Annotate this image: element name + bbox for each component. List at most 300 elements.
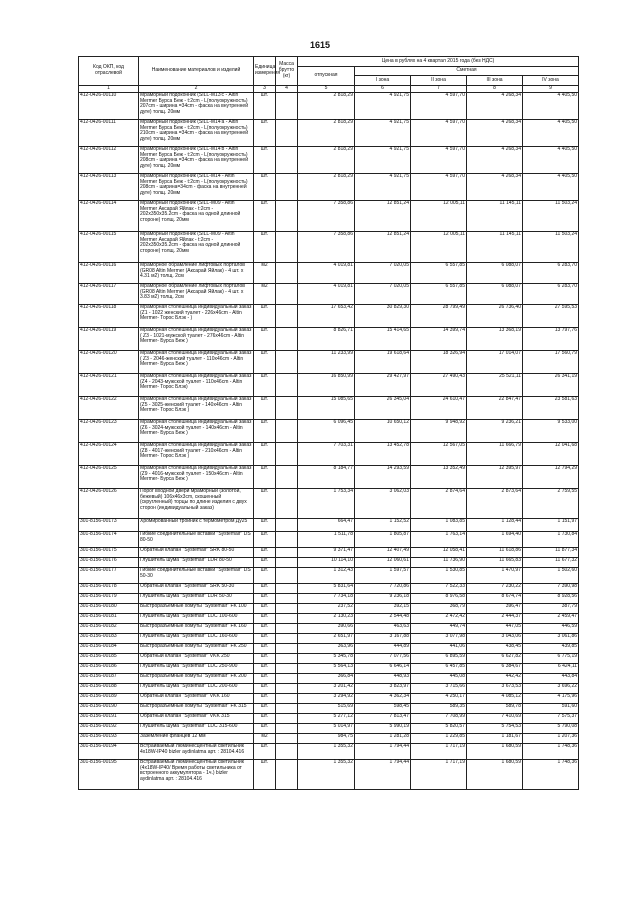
row-zone-1-price: 2 544,48	[355, 613, 411, 623]
row-name: Обратный клапан "Systemair" SRK 50-30	[139, 583, 254, 593]
row-unit: м2	[254, 262, 276, 283]
row-zone-4-price: 3 061,86	[523, 633, 579, 643]
row-unit: шт.	[254, 488, 276, 518]
row-release-price: 2 818,29	[298, 92, 355, 119]
row-zone-4-price: 1 502,60	[523, 567, 579, 583]
row-unit: м2	[254, 283, 276, 304]
row-zone-3-price: 396,47	[467, 603, 523, 613]
row-zone-4-price: 4 405,50	[523, 146, 579, 173]
row-zone-3-price: 438,45	[467, 643, 523, 653]
row-name: Обратный клапан "Systemair" VKK 250	[139, 653, 254, 663]
column-number: 1	[79, 86, 139, 93]
row-zone-3-price: 1 680,59	[467, 759, 523, 789]
row-zone-4-price: 439,85	[523, 643, 579, 653]
row-zone-2-price: 24 610,47	[411, 396, 467, 419]
table-row	[79, 663, 579, 673]
row-unit: шт.	[254, 713, 276, 723]
row-zone-1-price: 15 414,65	[355, 327, 411, 350]
row-zone-3-price: 1 680,59	[467, 743, 523, 759]
row-zone-2-price: 1 717,19	[411, 759, 467, 789]
row-zone-1-price: 7 020,05	[355, 283, 411, 304]
row-release-price: 1 753,34	[298, 488, 355, 518]
row-name: Мраморная столешница индивидуальный заказ (Z1 - 1022 женский туалет - 226x46cm - Altin Mermer- Торос Блэк - )	[139, 304, 254, 327]
row-zone-1-price: 3 823,97	[355, 683, 411, 693]
row-release-price: 16 850,99	[298, 373, 355, 396]
row-code: 412-0426-00118	[79, 304, 139, 327]
row-zone-4-price: 7 575,37	[523, 713, 579, 723]
row-mass	[276, 633, 298, 643]
table-body	[79, 92, 579, 789]
row-zone-3-price: 7 410,69	[467, 713, 523, 723]
row-name: Глушитель шума "Systemair" LDR 50-30	[139, 593, 254, 603]
table-row	[79, 465, 579, 488]
row-unit: шт.	[254, 673, 276, 683]
row-zone-3-price: 4 268,34	[467, 92, 523, 119]
row-unit: шт.	[254, 603, 276, 613]
row-mass	[276, 173, 298, 200]
row-zone-1-price: 10 650,12	[355, 419, 411, 442]
row-zone-3-price: 4 268,34	[467, 173, 523, 200]
row-zone-1-price: 1 805,87	[355, 531, 411, 547]
row-zone-4-price: 4 405,50	[523, 173, 579, 200]
row-zone-2-price: 12 567,05	[411, 442, 467, 465]
row-zone-1-price: 12 060,61	[355, 557, 411, 567]
row-zone-1-price: 7 077,56	[355, 653, 411, 663]
row-zone-1-price: 5 990,19	[355, 723, 411, 733]
row-name: Мраморное обрамление лифтовых порталов (GR08 Altin Mermer (Аксарай Яйлак) - 4 шт. x 3.83 м2) толщ. 2см	[139, 283, 254, 304]
row-name: Глушитель шума "Systemair" LDC 250-900	[139, 663, 254, 673]
row-name: Порог входной двери мраморный (золотой, бежевый) 106x46x3cm, скошенный (скругленный) торцы по длине изделия с двух сторон (индивидуальный заказ)	[139, 488, 254, 518]
row-code: 412-0426-00121	[79, 373, 139, 396]
row-zone-4-price: 23 581,63	[523, 396, 579, 419]
row-release-price: 5 831,64	[298, 583, 355, 593]
column-number: 8	[467, 86, 523, 93]
row-zone-4-price: 3 696,22	[523, 683, 579, 693]
header-mass: Масса брутто (кг)	[276, 57, 298, 86]
row-zone-3-price: 12 395,97	[467, 465, 523, 488]
row-zone-3-price: 9 236,21	[467, 419, 523, 442]
row-zone-2-price: 445,08	[411, 673, 467, 683]
row-name: Мраморный подоконник (SILL-M13'с - Altin Mermer Бурса Беж - t:2cm - L(полуокружность) 207cm - ширина =34cm - фаска на внутренней дуге) толщ. 20мм	[139, 92, 254, 119]
row-zone-2-price: 18 326,94	[411, 350, 467, 373]
row-name: Быстроразъемные хомуты "Systemair" FK 250	[139, 643, 254, 653]
row-mass	[276, 673, 298, 683]
table-row	[79, 583, 579, 593]
row-mass	[276, 703, 298, 713]
row-unit: шт.	[254, 304, 276, 327]
table-row	[79, 759, 579, 789]
row-zone-2-price: 6 557,85	[411, 283, 467, 304]
page-number: 1615	[309, 40, 331, 50]
row-unit: шт.	[254, 743, 276, 759]
row-code: 301-8156-00189	[79, 693, 139, 703]
table-row	[79, 723, 579, 733]
row-unit: шт.	[254, 583, 276, 593]
row-code: 301-8156-00176	[79, 557, 139, 567]
row-code: 301-8156-00181	[79, 613, 139, 623]
table-row	[79, 396, 579, 419]
row-name: Заземление фланцев 12 мм	[139, 733, 254, 743]
row-zone-3-price: 11 145,11	[467, 200, 523, 231]
row-mass	[276, 283, 298, 304]
table-row	[79, 603, 579, 613]
row-name: Глушитель шума "Systemair" LDR 80-50	[139, 557, 254, 567]
row-name: Обратный клапан "Systemair" VKK 160	[139, 693, 254, 703]
row-zone-4-price: 27 595,53	[523, 304, 579, 327]
row-zone-1-price: 9 236,18	[355, 593, 411, 603]
row-code: 412-0426-00115	[79, 231, 139, 262]
row-unit: шт.	[254, 531, 276, 547]
row-mass	[276, 759, 298, 789]
row-unit: шт.	[254, 723, 276, 733]
row-zone-3-price: 6 088,07	[467, 262, 523, 283]
table-row	[79, 567, 579, 583]
table-row	[79, 173, 579, 200]
row-release-price: 664,47	[298, 518, 355, 531]
row-release-price: 7 703,31	[298, 442, 355, 465]
row-unit: шт.	[254, 703, 276, 713]
row-release-price: 5 564,13	[298, 663, 355, 673]
table-row	[79, 673, 579, 683]
row-mass	[276, 262, 298, 283]
row-mass	[276, 557, 298, 567]
table-row	[79, 119, 579, 146]
row-zone-3-price: 6 088,07	[467, 283, 523, 304]
row-release-price: 2 818,29	[298, 173, 355, 200]
row-zone-1-price: 3 167,88	[355, 633, 411, 643]
row-name: Обратный клапан "Systemair" SRK 80-50	[139, 547, 254, 557]
row-zone-3-price: 1 128,44	[467, 518, 523, 531]
row-mass	[276, 465, 298, 488]
table-row	[79, 713, 579, 723]
row-zone-4-price: 1 151,97	[523, 518, 579, 531]
row-code: 301-8156-00187	[79, 673, 139, 683]
row-release-price: 7 734,18	[298, 593, 355, 603]
row-release-price: 3 294,92	[298, 693, 355, 703]
row-zone-4-price: 11 677,32	[523, 557, 579, 567]
row-zone-2-price: 28 799,49	[411, 304, 467, 327]
table-row	[79, 633, 579, 643]
header-zone-1: I зона	[355, 76, 411, 86]
row-zone-1-price: 4 921,75	[355, 119, 411, 146]
row-code: 412-0426-00123	[79, 419, 139, 442]
row-zone-1-price: 1 794,44	[355, 743, 411, 759]
row-zone-3-price: 5 754,53	[467, 723, 523, 733]
row-zone-1-price: 12 851,24	[355, 200, 411, 231]
row-unit: шт.	[254, 396, 276, 419]
row-unit: шт.	[254, 653, 276, 663]
header-zone-4: IV зона	[523, 76, 579, 86]
row-release-price: 5 014,97	[298, 723, 355, 733]
header-name: Наименование материалов и изделий	[139, 57, 254, 86]
row-unit: шт.	[254, 442, 276, 465]
row-code: 412-0426-00122	[79, 396, 139, 419]
row-code: 301-8156-00193	[79, 733, 139, 743]
row-mass	[276, 733, 298, 743]
row-release-price: 8 826,71	[298, 327, 355, 350]
table-row	[79, 231, 579, 262]
row-zone-4-price: 4 405,50	[523, 92, 579, 119]
table-row	[79, 743, 579, 759]
row-zone-3-price: 1 694,40	[467, 531, 523, 547]
row-mass	[276, 200, 298, 231]
row-release-price: 1 312,43	[298, 567, 355, 583]
row-zone-2-price: 12 005,11	[411, 200, 467, 231]
row-code: 412-0426-00110	[79, 92, 139, 119]
header-estimate: Сметная	[355, 67, 579, 76]
row-zone-2-price: 27 490,43	[411, 373, 467, 396]
row-zone-2-price: 8 976,58	[411, 593, 467, 603]
row-zone-2-price: 9 948,92	[411, 419, 467, 442]
row-zone-4-price: 446,59	[523, 623, 579, 633]
row-zone-4-price: 11 877,34	[523, 547, 579, 557]
row-unit: шт.	[254, 350, 276, 373]
row-code: 412-0426-00124	[79, 442, 139, 465]
row-zone-1-price: 7 813,47	[355, 713, 411, 723]
header-zone-2: II зона	[411, 76, 467, 86]
row-mass	[276, 488, 298, 518]
row-zone-1-price: 4 921,75	[355, 146, 411, 173]
row-name: Обратный клапан "Systemair" VKK 315	[139, 713, 254, 723]
row-release-price: 515,69	[298, 703, 355, 713]
row-zone-4-price: 4 175,96	[523, 693, 579, 703]
row-unit: шт.	[254, 465, 276, 488]
table-row	[79, 623, 579, 633]
row-name: Мраморный подоконник (SILL-M14 - Altin Mermer Бурса Беж - t:2cm - L(полуокружность) 208cm - ширина=34cm - фаска на внутренней дуге) толщ. 20мм	[139, 173, 254, 200]
row-code: 301-8156-00174	[79, 531, 139, 547]
row-code: 412-0426-00120	[79, 350, 139, 373]
row-code: 301-8156-00184	[79, 643, 139, 653]
row-code: 412-0426-00117	[79, 283, 139, 304]
row-zone-2-price: 6 895,59	[411, 653, 467, 663]
row-mass	[276, 643, 298, 653]
row-release-price: 237,52	[298, 603, 355, 613]
row-zone-2-price: 6 557,85	[411, 262, 467, 283]
row-code: 412-0426-00111	[79, 119, 139, 146]
row-release-price: 363,96	[298, 643, 355, 653]
row-zone-3-price: 589,78	[467, 703, 523, 713]
row-name: Встраиваемый люминесцентный светильник 4x18W-IP40 bizler aydinlatma арт. : 28104.416	[139, 743, 254, 759]
row-zone-2-price: 4 597,70	[411, 119, 467, 146]
row-zone-1-price: 30 829,30	[355, 304, 411, 327]
row-zone-3-price: 447,05	[467, 623, 523, 633]
row-name: Мраморная столешница индивидуальный заказ ( Z3 - 1021-мужской туалет - 276x46cm - Altin Mermer- Бурса Беж )	[139, 327, 254, 350]
row-zone-3-price: 6 627,82	[467, 653, 523, 663]
row-code: 412-0426-00125	[79, 465, 139, 488]
row-zone-4-price: 591,60	[523, 703, 579, 713]
row-mass	[276, 613, 298, 623]
row-zone-2-price: 589,35	[411, 703, 467, 713]
row-zone-1-price: 14 293,59	[355, 465, 411, 488]
row-zone-1-price: 19 618,64	[355, 350, 411, 373]
row-code: 301-8156-00191	[79, 713, 139, 723]
row-zone-4-price: 6 283,70	[523, 262, 579, 283]
row-zone-3-price: 2 444,37	[467, 613, 523, 623]
row-zone-3-price: 25 521,11	[467, 373, 523, 396]
row-mass	[276, 350, 298, 373]
row-code: 301-8156-00179	[79, 593, 139, 603]
row-code: 301-8156-00194	[79, 743, 139, 759]
row-name: Глушитель шума "Systemair" LDC 200-600	[139, 683, 254, 693]
row-zone-2-price: 4 597,70	[411, 92, 467, 119]
row-name: Быстроразъемные хомуты "Systemair" FK 100	[139, 603, 254, 613]
row-release-price: 4 019,81	[298, 262, 355, 283]
row-mass	[276, 653, 298, 663]
header-unit: Единица измерения	[254, 57, 276, 86]
row-unit: шт.	[254, 557, 276, 567]
row-zone-1-price: 7 720,86	[355, 583, 411, 593]
row-zone-1-price: 6 646,14	[355, 663, 411, 673]
row-zone-3-price: 4 268,34	[467, 119, 523, 146]
header-code: Код ОКП, код отраслевой	[79, 57, 139, 86]
column-number: 3	[254, 86, 276, 93]
row-zone-1-price: 1 597,57	[355, 567, 411, 583]
table-row	[79, 557, 579, 567]
row-release-price: 7 358,86	[298, 200, 355, 231]
row-release-price: 2 651,97	[298, 633, 355, 643]
row-release-price: 15 085,65	[298, 396, 355, 419]
row-mass	[276, 583, 298, 593]
row-zone-2-price: 4 597,70	[411, 146, 467, 173]
row-code: 301-8156-00180	[79, 603, 139, 613]
row-zone-3-price: 4 085,12	[467, 693, 523, 703]
row-mass	[276, 567, 298, 583]
row-zone-1-price: 444,89	[355, 643, 411, 653]
row-name: Мраморная столешница индивидуальный заказ (Z4 - 2043-мужской туалет - 110x46cm - Altin Mermer- Торос Блэк)	[139, 373, 254, 396]
row-zone-4-price: 17 560,79	[523, 350, 579, 373]
row-code: 301-8156-00185	[79, 653, 139, 663]
table-row	[79, 488, 579, 518]
row-code: 412-0426-00126	[79, 488, 139, 518]
row-zone-1-price: 463,63	[355, 623, 411, 633]
row-zone-4-price: 1 748,36	[523, 743, 579, 759]
row-name: Быстроразъемные хомуты "Systemair" FK 315	[139, 703, 254, 713]
row-release-price: 9 371,47	[298, 547, 355, 557]
row-release-price: 390,66	[298, 623, 355, 633]
table-row	[79, 518, 579, 531]
table-row	[79, 92, 579, 119]
row-mass	[276, 146, 298, 173]
table-row	[79, 613, 579, 623]
row-zone-2-price: 6 457,85	[411, 663, 467, 673]
row-unit: шт.	[254, 547, 276, 557]
row-zone-3-price: 442,42	[467, 673, 523, 683]
row-zone-3-price: 13 368,19	[467, 327, 523, 350]
row-code: 301-8156-00173	[79, 518, 139, 531]
table-row	[79, 593, 579, 603]
row-release-price: 984,75	[298, 733, 355, 743]
row-unit: шт.	[254, 173, 276, 200]
row-code: 301-8156-00182	[79, 623, 139, 633]
row-zone-2-price: 441,06	[411, 643, 467, 653]
row-zone-4-price: 11 503,24	[523, 231, 579, 262]
row-zone-3-price: 11 665,83	[467, 557, 523, 567]
row-zone-3-price: 3 673,53	[467, 683, 523, 693]
table-row	[79, 547, 579, 557]
row-mass	[276, 518, 298, 531]
row-name: Хромированный тройник с термометром Ду25	[139, 518, 254, 531]
table-row	[79, 373, 579, 396]
row-zone-2-price: 7 708,99	[411, 713, 467, 723]
row-zone-1-price: 3 062,03	[355, 488, 411, 518]
row-name: Мраморный подоконник (SILL-M14'a - Altin Mermer Бурса Беж - t:2cm - L(полуокружность) 210cm - ширина =34cm - фаска на внутренней дуге) толщ. 20мм	[139, 119, 254, 146]
row-unit: м2	[254, 733, 276, 743]
table-row	[79, 531, 579, 547]
row-code: 301-8156-00177	[79, 567, 139, 583]
row-mass	[276, 119, 298, 146]
row-mass	[276, 547, 298, 557]
row-zone-1-price: 1 794,44	[355, 759, 411, 789]
row-name: Мраморная столешница индивидуальный заказ (Z5 - 3025-женский туалет - 140x46cm - Altin Mermer- Торос Блэк )	[139, 396, 254, 419]
header-release: отпускная	[298, 67, 355, 86]
row-zone-2-price: 12 058,41	[411, 547, 467, 557]
row-zone-4-price: 7 390,98	[523, 583, 579, 593]
row-zone-4-price: 1 207,36	[523, 733, 579, 743]
row-release-price: 5 345,78	[298, 653, 355, 663]
row-zone-2-price: 2 472,42	[411, 613, 467, 623]
row-mass	[276, 603, 298, 613]
row-unit: шт.	[254, 518, 276, 531]
row-code: 412-0426-00116	[79, 262, 139, 283]
table-row	[79, 146, 579, 173]
row-unit: шт.	[254, 92, 276, 119]
price-table	[78, 56, 579, 790]
table-row	[79, 419, 579, 442]
row-mass	[276, 683, 298, 693]
table-row	[79, 643, 579, 653]
table-row	[79, 283, 579, 304]
row-mass	[276, 743, 298, 759]
row-unit: шт.	[254, 593, 276, 603]
row-zone-4-price: 26 341,19	[523, 373, 579, 396]
row-mass	[276, 663, 298, 673]
row-release-price: 10 114,10	[298, 557, 355, 567]
row-name: Гибкие соединительные вставки "Systemair" DS 50-30	[139, 567, 254, 583]
row-zone-1-price: 4 921,75	[355, 92, 411, 119]
row-zone-2-price: 12 005,11	[411, 231, 467, 262]
row-code: 301-8156-00175	[79, 547, 139, 557]
row-zone-4-price: 2 459,47	[523, 613, 579, 623]
header-price-group: Цена в рублях на 4 квартал 2015 года (без НДС)	[298, 57, 579, 67]
column-number: 4	[276, 86, 298, 93]
row-mass	[276, 442, 298, 465]
row-code: 412-0426-00112	[79, 146, 139, 173]
row-zone-1-price: 4 362,34	[355, 693, 411, 703]
row-unit: шт.	[254, 373, 276, 396]
column-number: 9	[523, 86, 579, 93]
row-unit: шт.	[254, 327, 276, 350]
row-name: Глушитель шума "Systemair" LDC 160-600	[139, 633, 254, 643]
header-zone-3: III зона	[467, 76, 523, 86]
row-zone-4-price: 12 794,29	[523, 465, 579, 488]
row-zone-1-price: 29 427,97	[355, 373, 411, 396]
row-release-price: 3 201,42	[298, 683, 355, 693]
row-code: 412-0426-00113	[79, 173, 139, 200]
column-number: 6	[355, 86, 411, 93]
row-zone-2-price: 1 083,85	[411, 518, 467, 531]
row-zone-4-price: 12 041,68	[523, 442, 579, 465]
table-row	[79, 693, 579, 703]
row-release-price: 1 355,32	[298, 743, 355, 759]
row-zone-4-price: 11 503,24	[523, 200, 579, 231]
row-zone-1-price: 13 452,78	[355, 442, 411, 465]
row-name: Быстроразъемные хомуты "Systemair" FK 200	[139, 673, 254, 683]
row-release-price: 2 818,29	[298, 119, 355, 146]
row-zone-2-price: 449,74	[411, 623, 467, 633]
row-zone-4-price: 6 283,70	[523, 283, 579, 304]
row-mass	[276, 723, 298, 733]
row-zone-1-price: 392,15	[355, 603, 411, 613]
